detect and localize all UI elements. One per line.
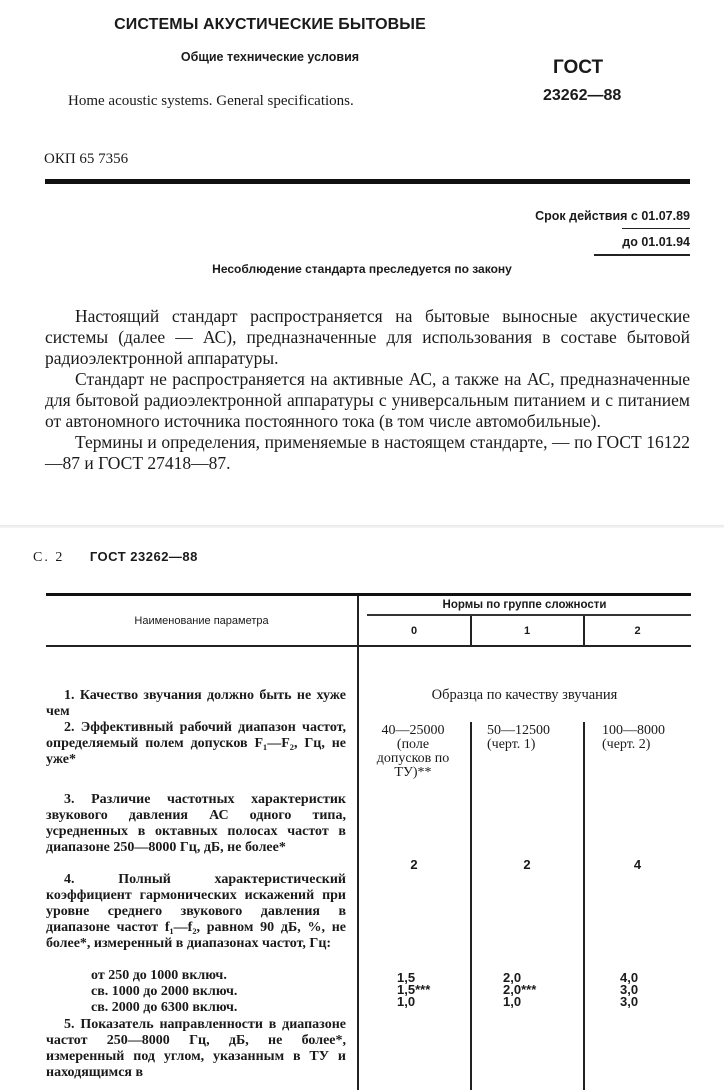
table-cell: 1,5 [397,970,416,985]
subrow-label: от 250 до 1000 включ. [91,968,227,983]
paragraph: Стандарт не распространяется на активные АС, а также на АС, предназначенные для бытовой радиоэлектронной аппаратуры с универсальным питанием и с питанием от автономного источника постоянного тока (в том числе автомобильные). [45,369,690,431]
table-column-divider [470,722,472,1090]
header-col-0: 0 [410,624,418,637]
table-cell: 4,0 [620,970,639,985]
table-row-param: 3. Различие частотных характеристик звукового давления АС одного типа, усредненных в октавных полосах частот в диапазоне 250—8000 Гц, дБ, не более* [46,792,346,855]
subrow-label: св. 1000 до 2000 включ. [91,984,238,999]
table-cell-group [620,972,638,1008]
gost-number: 23262—88 [543,87,622,104]
header-rule [45,179,690,184]
header-group: Нормы по группе сложности [442,599,607,611]
law-notice: Несоблюдение стандарта преследуется по закону [212,262,512,276]
table-cell: 3,0 [620,982,639,997]
table-row-param: 5. Показатель направленности в диапазоне частот 250—8000 Гц, дБ, не более*, измеренный под углом, указанным в ТУ и находящимся в [46,1017,346,1080]
page-number: С. 2 [33,550,65,565]
paragraph: Термины и определения, применяемые в настоящем стандарте, — по ГОСТ 16122—87 и ГОСТ 27418—87. [45,432,690,473]
okp-code: ОКП 65 7356 [44,151,129,167]
table-row-param: 4. Полный характеристический коэффициент гармонических искажений при уровне среднего звукового давления в диапазоне частот f₁—f₂, равном 90 дБ, %, не более*, измеренный в диапазонах частот, Гц: [46,872,346,951]
table-cell-group [503,972,536,1008]
table-row-param: 2. Эффективный рабочий диапазон частот, определяемый полем допусков F₁—F₂, Гц, не уже* [46,720,346,767]
table-cell: 50—12500 (черт. 1) [487,723,550,752]
table-header-rule [46,645,691,647]
subrow-label: св. 2000 до 6300 включ. [91,1000,238,1015]
intro-text [45,306,690,474]
validity-rule [594,254,690,256]
table-cell: 2 [410,857,418,872]
table-cell: 1,0 [397,994,416,1009]
paragraph: Настоящий стандарт распространяется на бытовые выносные акустические системы (далее — АС), предназначенные для использования в составе бытовой радиоэлектронной аппаратуры. [45,306,690,368]
table-cell: 4 [633,857,642,872]
header-col-2: 2 [634,624,641,637]
table-cell: 2,0*** [503,982,537,997]
table-cell: 1,0 [503,994,522,1009]
table-cell: 2,0 [503,970,522,985]
page-2-header [33,549,198,566]
validity-to: до 01.01.94 [622,228,690,254]
table-cell: 1,5*** [397,982,431,997]
page-1 [0,0,724,527]
document-subtitle: Общие технические условия [180,50,360,64]
table-subrow-labels [46,968,346,1016]
header-col-1: 1 [523,624,531,637]
table-cell: 2 [523,857,531,872]
english-title: Home acoustic systems. General specifications. [68,93,354,109]
table-row-merged-value: Образца по качеству звучания [431,687,618,703]
gost-label: ГОСТ [553,57,604,78]
validity-from: Срок действия с 01.07.89 [535,209,690,223]
gost-reference: ГОСТ 23262—88 [89,549,198,564]
table-cell-group [397,972,430,1008]
table-column-divider [583,722,585,1090]
validity-block [535,204,690,254]
table-cell: 100—8000 (черт. 2) [602,723,665,752]
table-column-divider [357,596,359,1090]
table-row-param: 1. Качество звучания должно быть не хуже чем [46,688,346,719]
table-cell: 40—25000 (поле допусков по ТУ)** [376,723,450,780]
header-parameter: Наименование параметра [134,614,269,627]
document-title: СИСТЕМЫ АКУСТИЧЕСКИЕ БЫТОВЫЕ [114,16,426,33]
table-cell: 3,0 [620,994,639,1009]
